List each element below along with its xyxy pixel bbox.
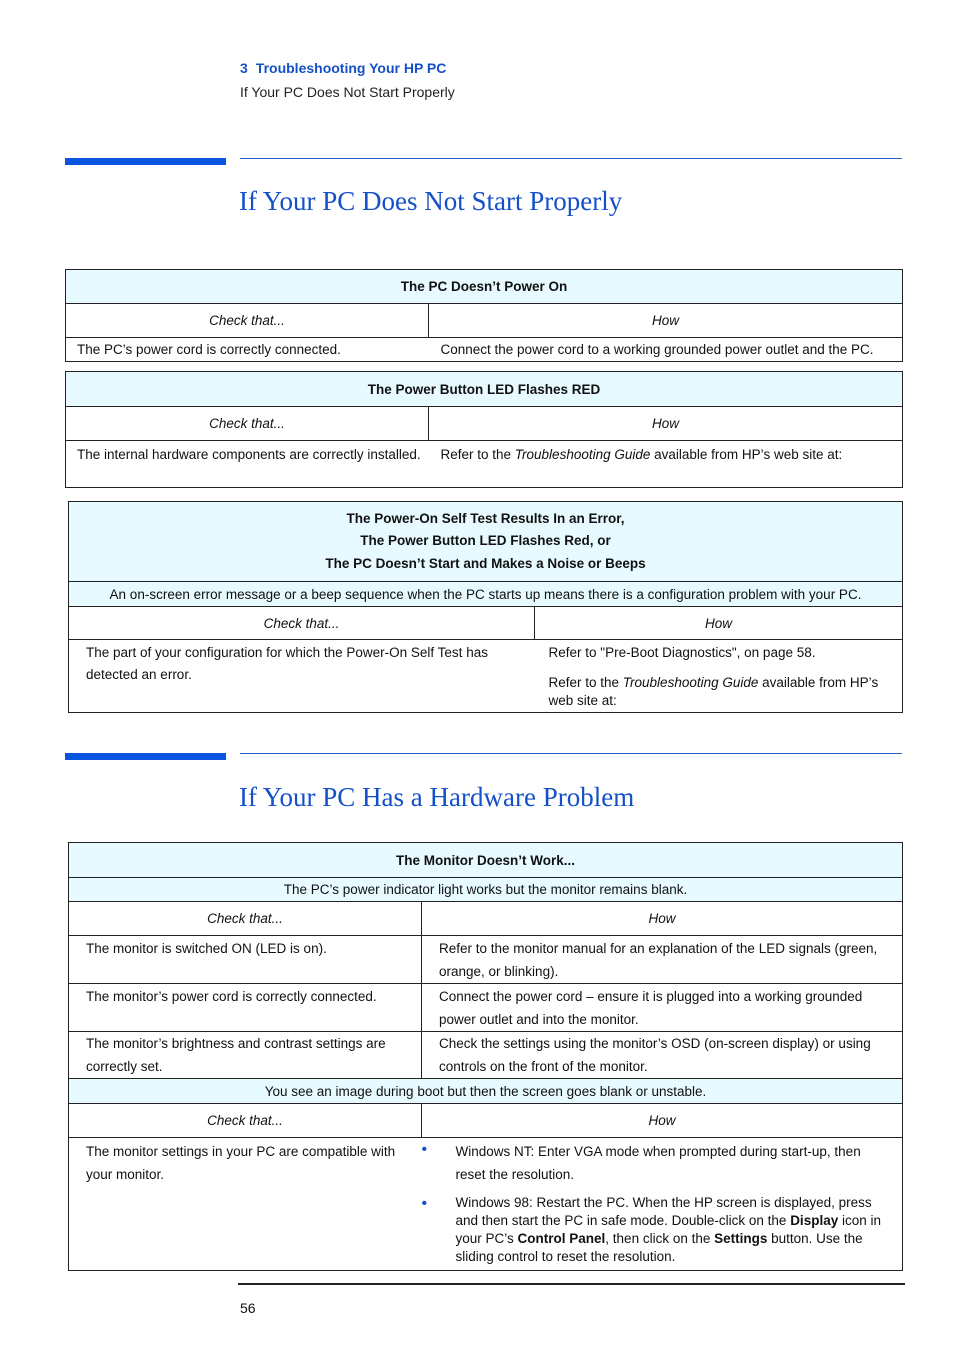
row-check: The PC’s power cord is correctly connected.	[66, 338, 429, 362]
col-header-check: Check that...	[69, 902, 422, 936]
table-led-flashes-red	[65, 371, 903, 488]
bullet-icon: •	[421, 1141, 428, 1158]
list-item: • Windows NT: Enter VGA mode when prompted during start-up, then reset the resolution.	[422, 1140, 889, 1186]
row-check: The part of your configuration for which the Power-On Self Test has detected an error.	[69, 640, 535, 713]
section-title: If Your PC Has a Hardware Problem	[239, 782, 635, 812]
section-rule	[240, 158, 902, 159]
row-how: Connect the power cord to a working grounded power outlet and the PC.	[429, 338, 903, 362]
col-header-check: Check that...	[66, 304, 429, 338]
section-title: If Your PC Does Not Start Properly	[239, 186, 623, 216]
section-bar	[65, 753, 226, 760]
chapter-number: 3	[240, 60, 248, 76]
list-item: • Windows 98: Restart the PC. When the HP screen is displayed, press and then start the PC in safe mode. Double-click on the Display icon in your PC’s Control Panel, then click on the Settings button. Use the sliding control to reset the resolution.	[421, 1195, 881, 1264]
table-monitor	[68, 842, 903, 1271]
table-title: The Monitor Doesn’t Work...	[69, 843, 903, 878]
table-title: The PC Doesn’t Power On	[66, 270, 903, 304]
table-title: The Power-On Self Test Results In an Error, The Power Button LED Flashes Red, or The PC Doesn’t Start and Makes a Noise or Beeps	[69, 502, 903, 582]
table-post-error	[68, 501, 903, 713]
col-header-how: How	[422, 1104, 903, 1138]
table-row: The monitor’s power cord is correctly connected. Connect the power cord – ensure it is plugged into a working grounded power outlet and into the monitor.	[69, 984, 903, 1032]
section-bar	[65, 158, 226, 165]
col-header-check: Check that...	[66, 407, 429, 441]
table-row: The monitor is switched ON (LED is on). Refer to the monitor manual for an explanation of the LED signals (green, orange, or blinking).	[69, 936, 903, 984]
col-header-how: How	[429, 304, 903, 338]
table-pc-no-power	[65, 269, 903, 362]
table-band: The PC’s power indicator light works but the monitor remains blank.	[69, 878, 903, 902]
col-header-check: Check that...	[69, 607, 535, 640]
footer-rule	[238, 1283, 905, 1285]
row-how: Refer to the Troubleshooting Guide available from HP’s web site at:	[429, 441, 903, 488]
bullet-icon: •	[421, 1195, 428, 1212]
col-header-how: How	[422, 902, 903, 936]
table-title: The Power Button LED Flashes RED	[66, 372, 903, 407]
row-check: The internal hardware components are correctly installed.	[66, 441, 429, 488]
table-band: You see an image during boot but then the screen goes blank or unstable.	[69, 1079, 903, 1104]
table-band: An on-screen error message or a beep sequence when the PC starts up means there is a configuration problem with your PC.	[69, 582, 903, 607]
chapter-heading	[240, 60, 446, 76]
guide-title: Troubleshooting Guide	[514, 447, 651, 462]
section-rule	[240, 753, 902, 754]
section-subtitle: If Your PC Does Not Start Properly	[240, 84, 455, 100]
bullet-list	[422, 1138, 903, 1271]
col-header-how: How	[429, 407, 903, 441]
chapter-title: Troubleshooting Your HP PC	[255, 60, 447, 76]
row-how: Refer to "Pre-Boot Diagnostics", on page 58. Refer to the Troubleshooting Guide available from HP’s web site at:	[535, 640, 903, 713]
table-row: The monitor settings in your PC are compatible with your monitor. • Windows NT: Enter VGA mode when prompted during start-up, then reset the resolution. • Windows 98: Restart the PC. When the HP screen is displayed, press and then start the PC in safe mode. Double-click on the Display icon in your PC’s Control Panel, then click on the Settings button. Use the sliding control to reset the resolution.	[69, 1138, 903, 1271]
table-row: The monitor’s brightness and contrast settings are correctly set. Check the settings using the monitor’s OSD (on-screen display) or using controls on the front of the monitor.	[69, 1032, 903, 1079]
page-number: 56	[240, 1300, 256, 1316]
col-header-check: Check that...	[69, 1104, 422, 1138]
col-header-how: How	[535, 607, 903, 640]
